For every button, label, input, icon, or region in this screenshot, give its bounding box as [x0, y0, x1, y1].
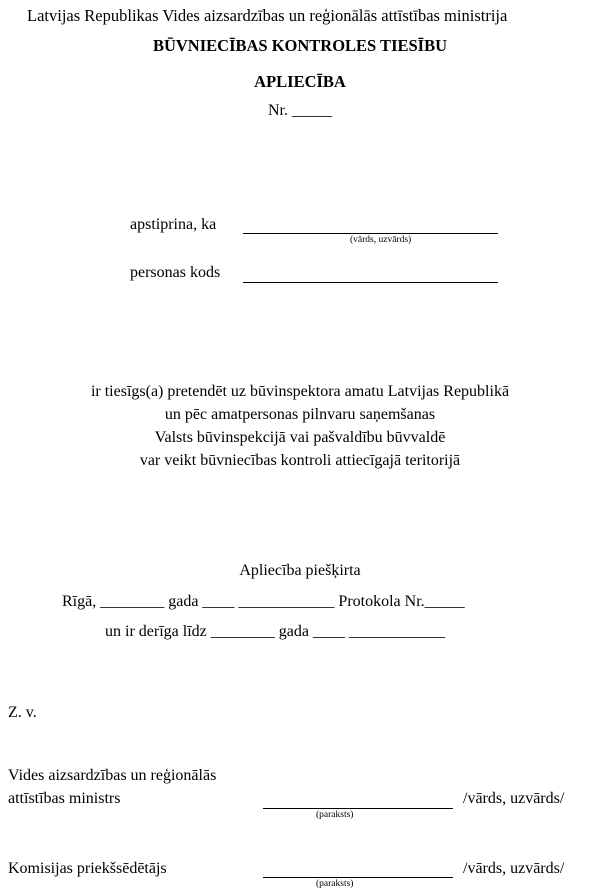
document-title: BŪVNIECĪBAS KONTROLES TIESĪBU — [152, 36, 448, 55]
issued-heading: Apliecība piešķirta — [239, 562, 361, 579]
ministry-name: Latvijas Republikas Vides aizsardzības un reģionālās attīstības ministrija — [27, 6, 508, 25]
statement-line-2: un pēc amatpersonas pilnvaru saņemšanas — [164, 406, 436, 423]
commission-chair-label: Komisijas priekšsēdētājs — [8, 860, 167, 877]
minister-title-line-1: Vides aizsardzības un reģionālās — [8, 767, 217, 784]
document-subtitle: APLIECĪBA — [254, 72, 346, 91]
chair-signature-line — [263, 877, 453, 878]
minister-name-placeholder: /vārds, uzvārds/ — [463, 790, 565, 807]
minister-signature-line — [263, 808, 453, 809]
personal-code-field-line — [243, 282, 498, 283]
statement-line-4: var veikt būvniecības kontroli attiecīgajā teritorijā — [139, 452, 461, 469]
minister-title-line-2: attīstības ministrs — [8, 790, 121, 807]
chair-signature-caption: (paraksts) — [316, 879, 354, 889]
seal-place-label: Z. v. — [8, 704, 37, 721]
valid-until-line: un ir derīga līdz ________ gada ____ ____________ — [105, 623, 445, 640]
minister-signature-caption: (paraksts) — [316, 810, 354, 820]
statement-line-3: Valsts būvinspekcijā vai pašvaldību būvvaldē — [154, 429, 446, 446]
statement-line-1: ir tiesīgs(a) pretendēt uz būvinspektora amatu Latvijas Republikā — [90, 383, 510, 400]
confirms-label: apstiprina, ka — [130, 216, 217, 233]
name-field-line — [243, 233, 498, 234]
chair-name-placeholder: /vārds, uzvārds/ — [463, 860, 565, 877]
personal-code-label: personas kods — [130, 264, 221, 281]
issued-line: Rīgā, ________ gada ____ ____________ Protokola Nr._____ — [62, 593, 465, 610]
name-caption: (vārds, uzvārds) — [350, 235, 412, 245]
certificate-number: Nr. _____ — [268, 102, 332, 119]
